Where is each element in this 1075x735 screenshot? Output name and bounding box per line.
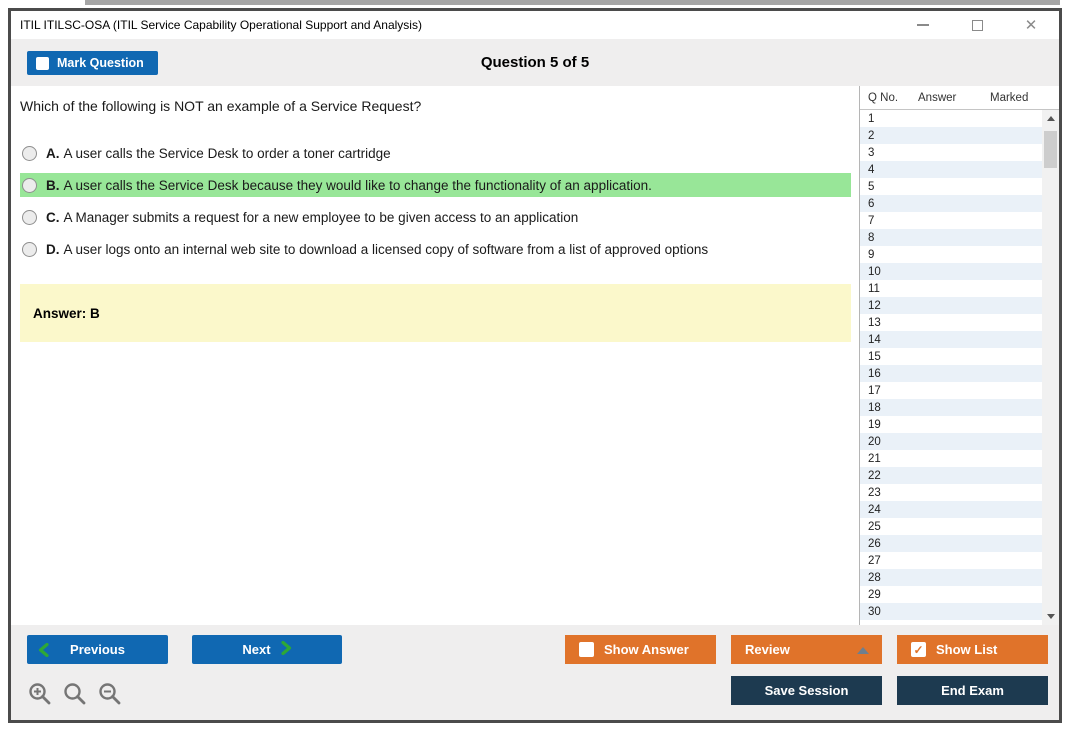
option-b[interactable] xyxy=(20,173,851,197)
question-list-row[interactable] xyxy=(860,569,1042,586)
row-qno: 14 xyxy=(868,333,881,346)
row-qno: 24 xyxy=(868,503,881,516)
question-list-row[interactable] xyxy=(860,314,1042,331)
chevron-left-icon xyxy=(38,643,49,660)
show-answer-checkbox[interactable] xyxy=(579,642,594,657)
radio-icon[interactable] xyxy=(22,210,37,225)
show-answer-label: Show Answer xyxy=(604,642,689,657)
option-c[interactable] xyxy=(20,205,851,229)
mark-question-label: Mark Question xyxy=(57,56,144,70)
question-list-row[interactable] xyxy=(860,467,1042,484)
row-qno: 29 xyxy=(868,588,881,601)
save-session-label: Save Session xyxy=(764,683,849,698)
answer-label: Answer: B xyxy=(33,306,100,321)
row-qno: 28 xyxy=(868,571,881,584)
row-qno: 9 xyxy=(868,248,875,261)
question-list-row[interactable] xyxy=(860,127,1042,144)
option-text: A user logs onto an internal web site to download a licensed copy of software from a list of approved options xyxy=(63,241,709,257)
window-controls xyxy=(911,15,1043,35)
end-exam-button[interactable] xyxy=(897,676,1048,705)
background-window-edge xyxy=(85,0,1060,5)
titlebar xyxy=(11,11,1059,39)
question-list-row[interactable] xyxy=(860,586,1042,603)
row-qno: 13 xyxy=(868,316,881,329)
question-list-row[interactable] xyxy=(860,246,1042,263)
row-qno: 21 xyxy=(868,452,881,465)
row-qno: 22 xyxy=(868,469,881,482)
maximize-icon[interactable] xyxy=(965,15,989,35)
row-qno: 12 xyxy=(868,299,881,312)
row-qno: 5 xyxy=(868,180,875,193)
review-label: Review xyxy=(745,642,790,657)
question-list-header xyxy=(860,86,1059,110)
answer-box xyxy=(20,284,851,342)
scroll-down-icon[interactable] xyxy=(1042,608,1059,625)
scrollbar[interactable] xyxy=(1042,110,1059,625)
row-qno: 4 xyxy=(868,163,875,176)
option-d[interactable] xyxy=(20,237,851,261)
row-qno: 6 xyxy=(868,197,875,210)
question-panel xyxy=(11,86,859,625)
question-list-row[interactable] xyxy=(860,144,1042,161)
question-list-row[interactable] xyxy=(860,212,1042,229)
mark-question-button[interactable] xyxy=(27,51,158,75)
row-qno: 7 xyxy=(868,214,875,227)
question-list-row[interactable] xyxy=(860,331,1042,348)
save-session-button[interactable] xyxy=(731,676,882,705)
show-answer-button[interactable] xyxy=(565,635,716,664)
column-answer: Answer xyxy=(918,91,957,104)
column-qno: Q No. xyxy=(868,91,899,104)
question-list-row[interactable] xyxy=(860,229,1042,246)
row-qno: 15 xyxy=(868,350,881,363)
row-qno: 11 xyxy=(868,282,880,295)
scrollbar-track[interactable] xyxy=(1042,127,1059,608)
exam-window xyxy=(8,8,1062,723)
question-list-row[interactable] xyxy=(860,399,1042,416)
main-area xyxy=(11,86,1059,625)
search-icon[interactable] xyxy=(62,681,87,711)
option-letter: C. xyxy=(46,209,60,225)
question-list-row[interactable] xyxy=(860,365,1042,382)
show-list-label: Show List xyxy=(936,642,998,657)
question-list-row[interactable] xyxy=(860,280,1042,297)
question-list-row[interactable] xyxy=(860,552,1042,569)
option-text: A Manager submits a request for a new employee to be given access to an application xyxy=(63,209,579,225)
zoom-out-icon[interactable] xyxy=(97,681,122,711)
question-counter: Question 5 of 5 xyxy=(480,54,590,71)
mark-question-checkbox[interactable] xyxy=(36,57,49,70)
question-list-row[interactable] xyxy=(860,484,1042,501)
option-letter: A. xyxy=(46,145,60,161)
minimize-icon[interactable] xyxy=(911,15,935,35)
row-qno: 19 xyxy=(868,418,881,431)
question-list-row[interactable] xyxy=(860,501,1042,518)
previous-button[interactable] xyxy=(27,635,168,664)
show-list-checkbox[interactable] xyxy=(911,642,926,657)
question-list-body xyxy=(860,110,1059,625)
question-list-row[interactable] xyxy=(860,263,1042,280)
row-qno: 20 xyxy=(868,435,881,448)
show-list-button[interactable] xyxy=(897,635,1048,664)
question-list-row[interactable] xyxy=(860,110,1042,127)
question-list-row[interactable] xyxy=(860,535,1042,552)
window-title: ITIL ITILSC-OSA (ITIL Service Capability Operational Support and Analysis) xyxy=(20,18,422,32)
column-marked: Marked xyxy=(990,91,1029,104)
option-a[interactable] xyxy=(20,141,851,165)
question-list-row[interactable] xyxy=(860,178,1042,195)
row-qno: 17 xyxy=(868,384,881,397)
dropdown-up-icon xyxy=(857,647,869,654)
question-list-row[interactable] xyxy=(860,416,1042,433)
option-letter: B. xyxy=(46,177,60,193)
row-qno: 25 xyxy=(868,520,881,533)
review-button[interactable] xyxy=(731,635,882,664)
option-text: A user calls the Service Desk because they would like to change the functionality of an application. xyxy=(63,177,652,193)
question-list-row[interactable] xyxy=(860,450,1042,467)
radio-icon[interactable] xyxy=(22,178,37,193)
row-qno: 27 xyxy=(868,554,881,567)
question-list-row[interactable] xyxy=(860,297,1042,314)
question-list-row[interactable] xyxy=(860,348,1042,365)
question-list-row[interactable] xyxy=(860,603,1042,620)
scroll-up-icon[interactable] xyxy=(1042,110,1059,127)
radio-icon[interactable] xyxy=(22,146,37,161)
option-letter: D. xyxy=(46,241,60,257)
question-list-row[interactable] xyxy=(860,518,1042,535)
row-qno: 30 xyxy=(868,605,881,618)
question-list-row[interactable] xyxy=(860,433,1042,450)
header-band xyxy=(11,39,1059,86)
question-list-row[interactable] xyxy=(860,161,1042,178)
zoom-controls xyxy=(27,681,122,711)
question-list-row[interactable] xyxy=(860,195,1042,212)
option-text: A user calls the Service Desk to order a toner cartridge xyxy=(63,145,391,161)
chevron-right-icon xyxy=(281,641,292,658)
row-qno: 10 xyxy=(868,265,881,278)
scrollbar-thumb[interactable] xyxy=(1044,131,1057,168)
question-list xyxy=(860,110,1042,625)
close-icon[interactable]: ✕ xyxy=(1024,16,1038,34)
next-label: Next xyxy=(242,642,271,657)
radio-icon[interactable] xyxy=(22,242,37,257)
checkmark-icon: ✓ xyxy=(913,642,924,657)
next-button[interactable] xyxy=(192,635,342,664)
row-qno: 3 xyxy=(868,146,875,159)
row-qno: 2 xyxy=(868,129,875,142)
row-qno: 23 xyxy=(868,486,881,499)
question-text: Which of the following is NOT an example of a Service Request? xyxy=(20,98,422,114)
end-exam-label: End Exam xyxy=(941,683,1004,698)
question-list-row[interactable] xyxy=(860,382,1042,399)
row-qno: 26 xyxy=(868,537,881,550)
row-qno: 16 xyxy=(868,367,881,380)
question-list-panel xyxy=(859,86,1059,625)
row-qno: 1 xyxy=(868,112,875,125)
footer-band xyxy=(11,625,1059,720)
zoom-in-icon[interactable] xyxy=(27,681,52,711)
previous-label: Previous xyxy=(70,642,125,657)
row-qno: 18 xyxy=(868,401,881,414)
row-qno: 8 xyxy=(868,231,875,244)
